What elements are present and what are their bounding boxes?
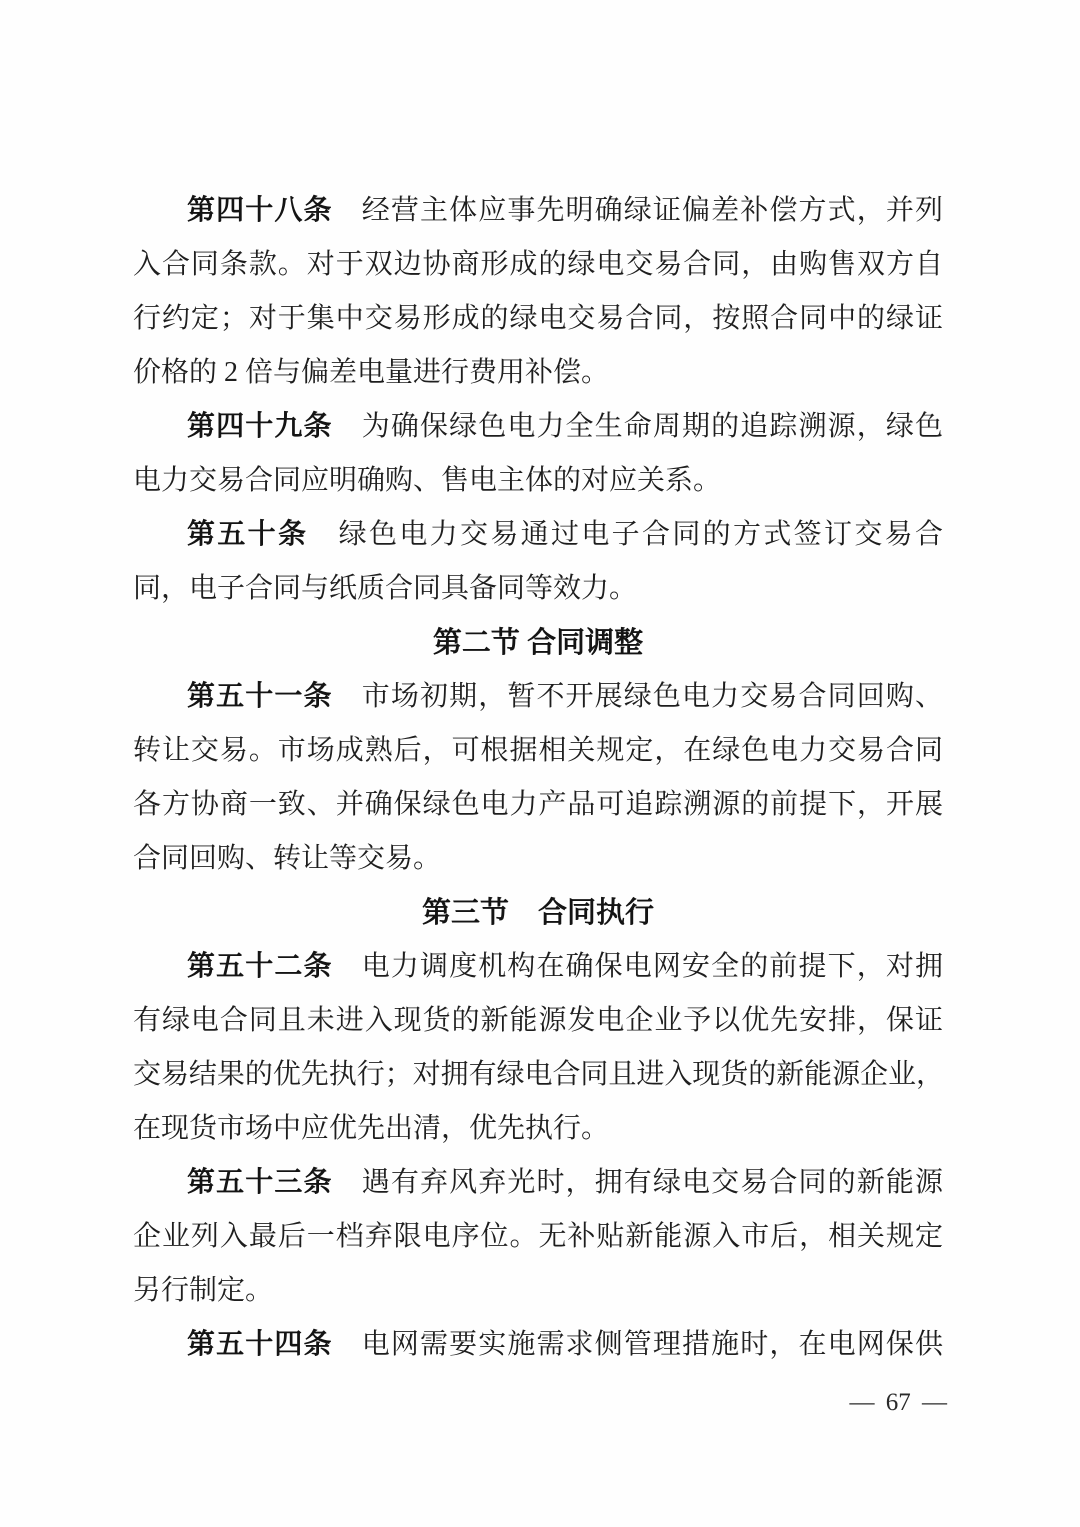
text-line: 企业列入最后一档弃限电序位。无补贴新能源入市后，相关规定 [133,1221,943,1252]
text-line: 电力交易合同应明确购、售电主体的对应关系。 [133,465,722,496]
article-number: 第四十八条 [187,195,333,226]
article-52 [133,940,943,1156]
text-line: 有绿电合同且未进入现货的新能源发电企业予以优先安排，保证 [133,1005,943,1036]
article-number: 第四十九条 [187,411,333,442]
text-line: 交易结果的优先执行；对拥有绿电合同且进入现货的新能源企业， [133,1059,943,1090]
text-line: 价格的 2 倍与偏差电量进行费用补偿。 [133,357,610,388]
article-number: 第五十一条 [187,681,333,712]
page-footer [0,1388,1080,1418]
article-53 [133,1156,943,1318]
text-line: 行约定；对于集中交易形成的绿电交易合同，按照合同中的绿证 [133,303,943,334]
text-line: 各方协商一致、并确保绿色电力产品可追踪溯源的前提下，开展 [133,789,943,820]
text-line: 第五十条 绿色电力交易通过电子合同的方式签订交易合 [187,519,943,550]
text-line: 另行制定。 [133,1275,274,1306]
text-line: 在现货市场中应优先出清，优先执行。 [133,1113,610,1144]
text-line: 第五十四条 电网需要实施需求侧管理措施时，在电网保供 [187,1329,943,1360]
text-line: 入合同条款。对于双边协商形成的绿电交易合同，由购售双方自 [133,249,943,280]
article-51 [133,670,943,886]
text-line: 第五十二条 电力调度机构在确保电网安全的前提下，对拥 [187,951,943,982]
text-line: 转让交易。市场成熟后，可根据相关规定，在绿色电力交易合同 [133,735,943,766]
text-line: 第四十八条 经营主体应事先明确绿证偏差补偿方式，并列 [187,195,943,226]
article-number: 第五十四条 [187,1329,333,1360]
text-line: 第四十九条 为确保绿色电力全生命周期的追踪溯源，绿色 [187,411,943,442]
article-50 [133,508,943,616]
article-54 [133,1318,943,1372]
page-number: — 67 — [849,1389,947,1416]
text-line: 第五十三条 遇有弃风弃光时，拥有绿电交易合同的新能源 [187,1167,943,1198]
article-number: 第五十二条 [187,951,333,982]
article-number: 第五十三条 [187,1167,333,1198]
text-line: 合同回购、转让等交易。 [133,843,442,874]
text-line: 同，电子合同与纸质合同具备同等效力。 [133,573,638,604]
article-49 [133,400,943,508]
article-number: 第五十条 [187,519,309,550]
section-heading-3: 第三节 合同执行 [421,897,654,929]
section-heading-2: 第二节 合同调整 [432,627,644,659]
article-48 [133,184,943,400]
text-line: 第五十一条 市场初期，暂不开展绿色电力交易合同回购、 [187,681,943,712]
